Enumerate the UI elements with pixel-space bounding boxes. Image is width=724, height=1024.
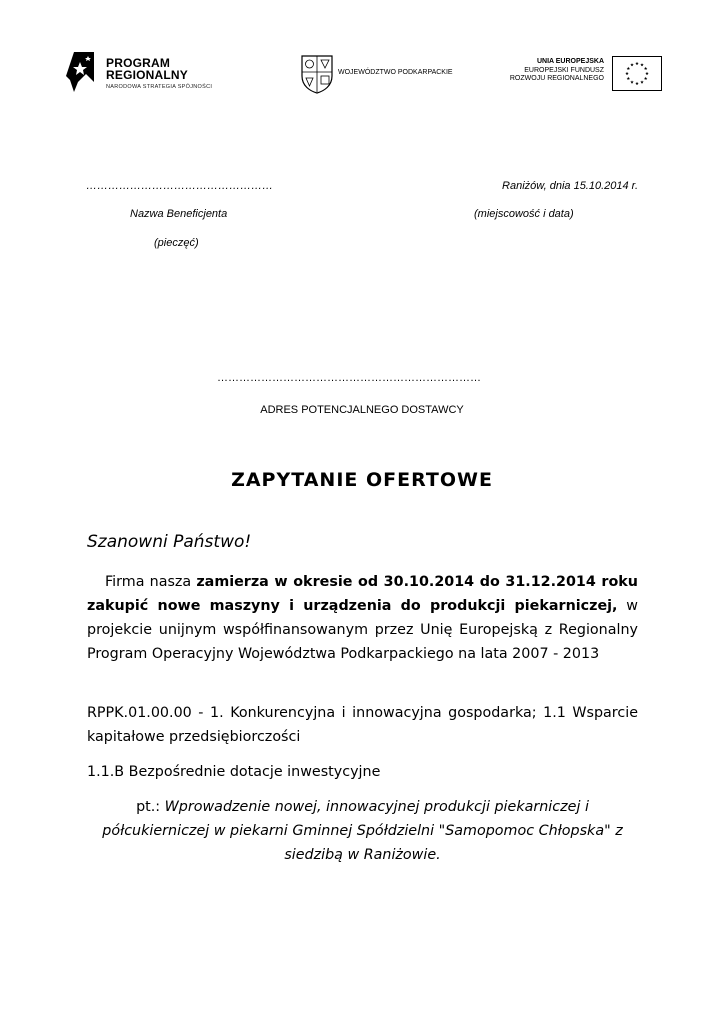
eu-star-icon bbox=[644, 77, 647, 80]
program-line1: PROGRAM bbox=[106, 56, 171, 70]
eu-star-icon bbox=[625, 72, 628, 75]
paragraph-intro-lead: Firma nasza bbox=[105, 574, 197, 590]
program-regionalny-logo bbox=[66, 52, 226, 94]
paragraph-project-title bbox=[87, 795, 638, 867]
program-regionalny-title bbox=[106, 57, 188, 81]
eu-line1: UNIA EUROPEJSKA bbox=[536, 58, 604, 65]
region-logo bbox=[300, 52, 470, 94]
paragraph-intro bbox=[87, 570, 638, 666]
stamp-label: (pieczęć) bbox=[154, 237, 199, 249]
eu-star-icon bbox=[645, 72, 648, 75]
eu-flag-icon bbox=[612, 56, 662, 91]
eu-text bbox=[510, 58, 604, 84]
eu-star-icon bbox=[635, 62, 638, 65]
beneficiary-label: Nazwa Beneficjenta bbox=[130, 208, 228, 220]
paragraph-intro-bold: zamierza w okresie od 30.10.2014 do 31.12.2014 roku zakupić nowe maszyny i urządzenia do produkcji piekarniczej, bbox=[87, 574, 638, 614]
supplier-address-label: ADRES POTENCJALNEGO DOSTAWCY bbox=[260, 404, 464, 416]
eu-star-icon bbox=[640, 63, 643, 66]
eu-line3: ROZWOJU REGIONALNEGO bbox=[509, 75, 604, 82]
program-subtitle: NARODOWA STRATEGIA SPÓJNOŚCI bbox=[106, 84, 213, 90]
project-title-text: Wprowadzenie nowej, innowacyjnej produkcji piekarniczej i półcukierniczej w piekarni Gminnej Spółdzielni "Samopomoc Chłopska" z siedzibą w Raniżowie. bbox=[102, 799, 623, 863]
coat-of-arms-icon bbox=[300, 54, 334, 94]
place-date-label: (miejscowość i data) bbox=[474, 208, 574, 220]
beneficiary-dots: …………………………………………… bbox=[86, 180, 273, 192]
paragraph-measure: 1.1.B Bezpośrednie dotacje inwestycyjne bbox=[87, 764, 381, 780]
eu-star-icon bbox=[644, 67, 647, 70]
document-title: ZAPYTANIE OFERTOWE bbox=[231, 469, 493, 491]
eu-star-icon bbox=[630, 80, 633, 83]
eu-star-icon bbox=[627, 67, 630, 70]
region-label: WOJEWÓDZTWO PODKARPACKIE bbox=[338, 69, 453, 76]
paragraph-program-code: RPPK.01.00.00 - 1. Konkurencyjna i innowacyjna gospodarka; 1.1 Wsparcie kapitałowe przedsiębiorczości bbox=[87, 705, 638, 745]
eu-logo bbox=[494, 55, 664, 95]
eu-line2: EUROPEJSKI FUNDUSZ bbox=[524, 66, 604, 74]
greeting: Szanowni Państwo! bbox=[87, 532, 252, 552]
eu-star-icon bbox=[640, 80, 643, 83]
supplier-dots: ……………………………………………………………… bbox=[217, 372, 481, 384]
paragraph-intro-rest: w projekcie unijnym współfinansowanym przez Unię Europejską z Regionalny Program Operacyjny Województwa Podkarpackiego na lata 2007 - 2013 bbox=[87, 598, 638, 662]
project-title-prefix: pt.: bbox=[136, 799, 165, 815]
eu-star-icon bbox=[627, 77, 630, 80]
program-regionalny-mark-icon bbox=[66, 52, 100, 92]
program-line2: REGIONALNY bbox=[106, 68, 189, 82]
eu-star-icon bbox=[635, 82, 638, 85]
place-date: Raniżów, dnia 15.10.2014 r. bbox=[502, 180, 638, 192]
eu-star-icon bbox=[630, 63, 633, 66]
